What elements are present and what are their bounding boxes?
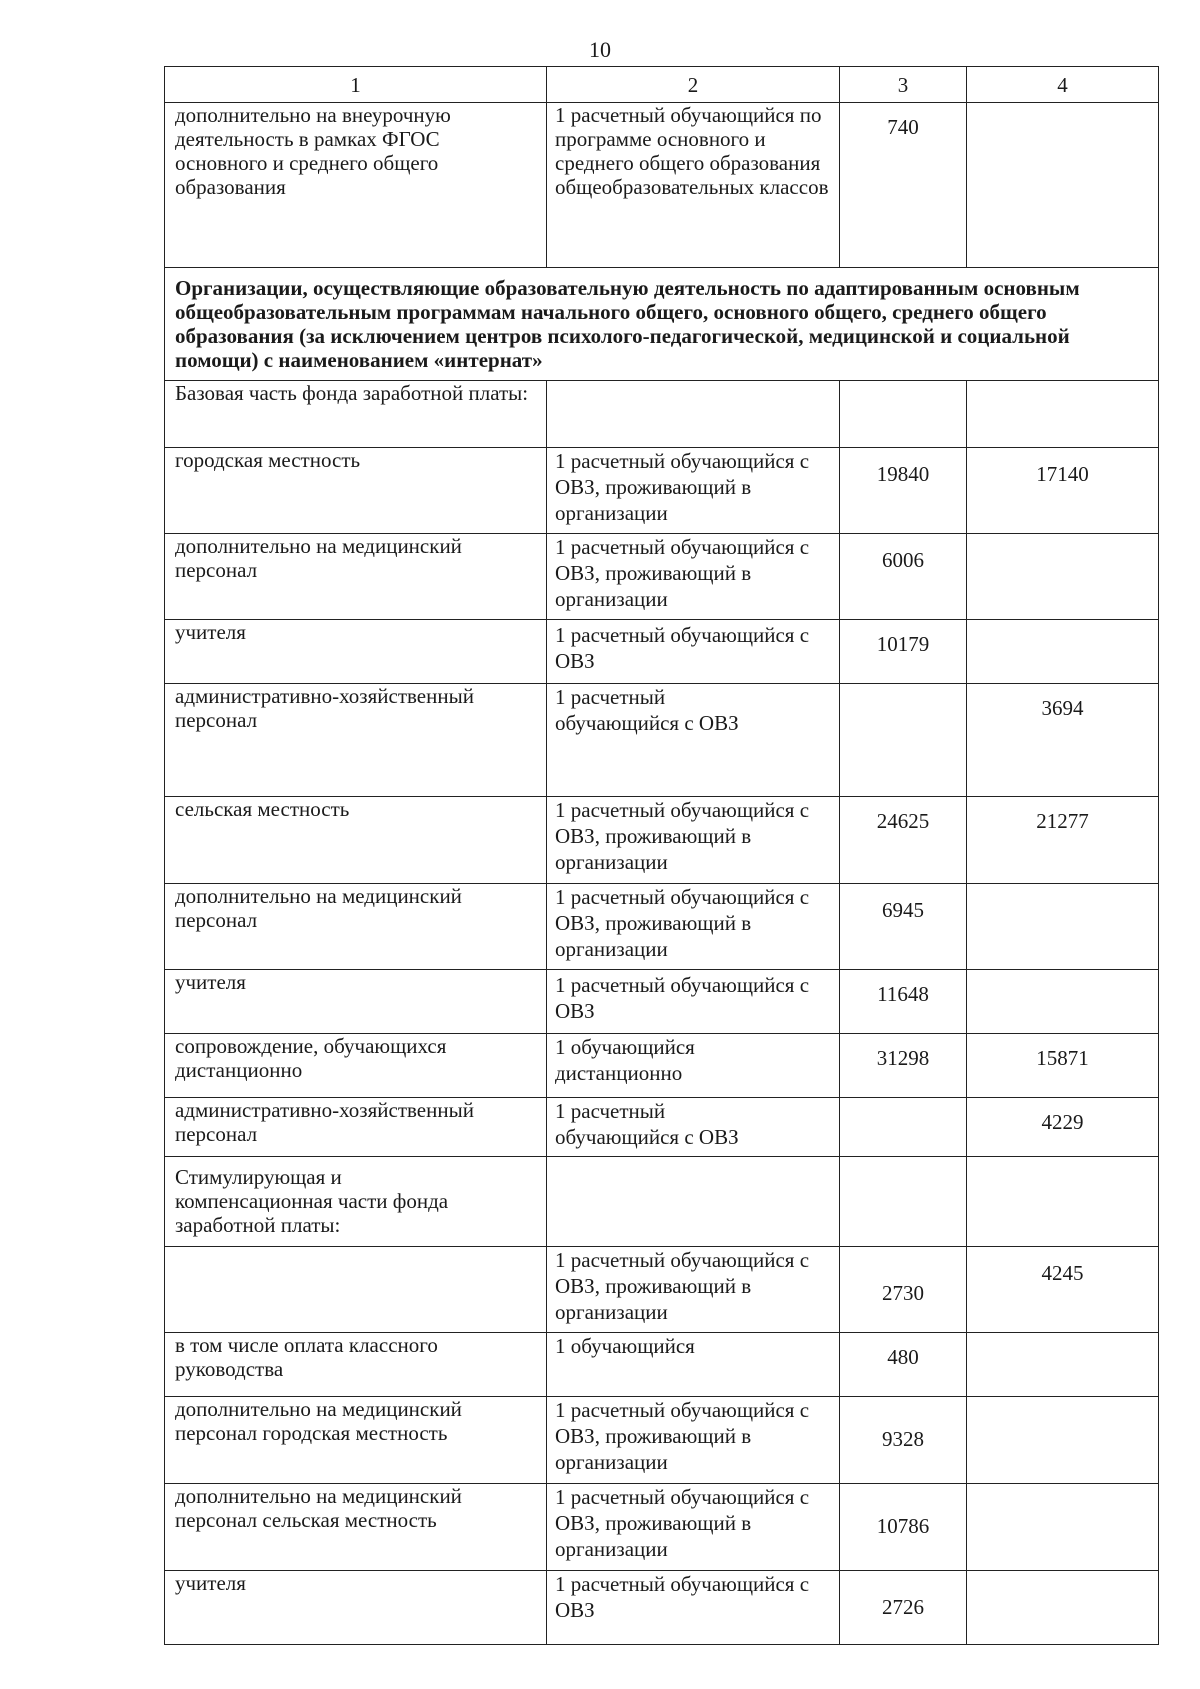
row-value-col4 <box>967 381 1159 448</box>
row-value-col4: 3694 <box>967 684 1159 797</box>
table-row <box>165 1397 1159 1484</box>
row-unit <box>547 381 840 448</box>
page-number: 10 <box>589 37 611 62</box>
row-unit: 1 расчетный обучающийся с ОВЗ <box>547 620 840 684</box>
row-description: дополнительно на медицинский персонал <box>165 884 547 970</box>
row-unit: 1 расчетный обучающийся с ОВЗ, проживающий в организации <box>547 797 840 884</box>
table-row <box>165 1098 1159 1157</box>
column-header-4: 4 <box>967 67 1159 103</box>
row-unit: 1 расчетный обучающийся с ОВЗ <box>547 1571 840 1645</box>
row-value-col3: 6945 <box>840 884 967 970</box>
table-row <box>165 448 1159 534</box>
row-unit: 1 обучающийся дистанционно <box>547 1034 840 1098</box>
row-value-col3 <box>840 1157 967 1247</box>
row-value-col4 <box>967 1397 1159 1484</box>
row-value-col4: 21277 <box>967 797 1159 884</box>
row-value-col3 <box>840 684 967 797</box>
row-value-col3: 19840 <box>840 448 967 534</box>
row-description: сельская местность <box>165 797 547 884</box>
row-unit: 1 расчетный обучающийся с ОВЗ <box>547 1098 840 1157</box>
row-value-col4 <box>967 103 1159 268</box>
row-unit: 1 расчетный обучающийся с ОВЗ, проживающий в организации <box>547 448 840 534</box>
row-unit <box>547 1157 840 1247</box>
table-row <box>165 1247 1159 1333</box>
column-header-3: 3 <box>840 67 967 103</box>
table-row <box>165 970 1159 1034</box>
row-value-col3: 2730 <box>840 1247 967 1333</box>
row-value-col4 <box>967 1157 1159 1247</box>
table-row <box>165 534 1159 620</box>
row-value-col4 <box>967 534 1159 620</box>
table-row <box>165 797 1159 884</box>
row-unit: 1 обучающийся <box>547 1333 840 1397</box>
row-description: административно-хозяйственный персонал <box>165 684 547 797</box>
row-description: дополнительно на медицинский персонал городская местность <box>165 1397 547 1484</box>
row-description: учителя <box>165 620 547 684</box>
row-unit: 1 расчетный обучающийся с ОВЗ, проживающий в организации <box>547 1397 840 1484</box>
column-header-1: 1 <box>165 67 547 103</box>
row-value-col3: 2726 <box>840 1571 967 1645</box>
row-description: административно-хозяйственный персонал <box>165 1098 547 1157</box>
row-unit: 1 расчетный обучающийся с ОВЗ, проживающий в организации <box>547 884 840 970</box>
row-value-col3: 31298 <box>840 1034 967 1098</box>
row-unit: 1 расчетный обучающийся с ОВЗ, проживающий в организации <box>547 1247 840 1333</box>
row-description: дополнительно на медицинский персонал <box>165 534 547 620</box>
table-row <box>165 884 1159 970</box>
row-value-col4: 4229 <box>967 1098 1159 1157</box>
table-row <box>165 684 1159 797</box>
row-value-col4 <box>967 620 1159 684</box>
row-unit: 1 расчетный обучающийся с ОВЗ, проживающий в организации <box>547 1484 840 1571</box>
table-row <box>165 103 1159 268</box>
row-unit: 1 расчетный обучающийся с ОВЗ, проживающий в организации <box>547 534 840 620</box>
row-description: учителя <box>165 1571 547 1645</box>
table-row <box>165 381 1159 448</box>
table-row <box>165 1034 1159 1098</box>
row-value-col4 <box>967 1571 1159 1645</box>
row-value-col3: 6006 <box>840 534 967 620</box>
row-value-col3: 740 <box>840 103 967 268</box>
row-value-col3: 10179 <box>840 620 967 684</box>
row-value-col4 <box>967 970 1159 1034</box>
row-value-col3: 24625 <box>840 797 967 884</box>
funding-table <box>164 66 1159 1645</box>
row-description: Базовая часть фонда заработной платы: <box>165 381 547 448</box>
section-heading-row <box>165 268 1159 381</box>
row-description: сопровождение, обучающихся дистанционно <box>165 1034 547 1098</box>
row-unit: 1 расчетный обучающийся с ОВЗ <box>547 684 840 797</box>
row-value-col4 <box>967 884 1159 970</box>
row-value-col4 <box>967 1333 1159 1397</box>
row-value-col3: 10786 <box>840 1484 967 1571</box>
table-row <box>165 1571 1159 1645</box>
row-unit: 1 расчетный обучающийся по программе основного и среднего общего образования общеобразовательных классов <box>547 103 840 268</box>
row-unit: 1 расчетный обучающийся с ОВЗ <box>547 970 840 1034</box>
row-value-col4: 15871 <box>967 1034 1159 1098</box>
row-description: дополнительно на медицинский персонал сельская местность <box>165 1484 547 1571</box>
row-description: в том числе оплата классного руководства <box>165 1333 547 1397</box>
row-value-col4: 17140 <box>967 448 1159 534</box>
section-heading: Организации, осуществляющие образовательную деятельность по адаптированным основным общеобразовательным программам начального общего, основного общего, среднего общего образования (за исключением центров психолого-педагогической, медицинской и социальной помощи) с наименованием «интернат» <box>165 268 1159 381</box>
row-description: Стимулирующая и компенсационная части фонда заработной платы: <box>165 1157 547 1247</box>
table-row <box>165 1484 1159 1571</box>
row-value-col4 <box>967 1484 1159 1571</box>
row-value-col3 <box>840 1098 967 1157</box>
column-header-2: 2 <box>547 67 840 103</box>
row-description <box>165 1247 547 1333</box>
row-value-col3: 480 <box>840 1333 967 1397</box>
table-row <box>165 620 1159 684</box>
row-value-col3: 11648 <box>840 970 967 1034</box>
row-description: городская местность <box>165 448 547 534</box>
row-description: дополнительно на внеурочную деятельность в рамках ФГОС основного и среднего общего образования <box>165 103 547 268</box>
table-row <box>165 1157 1159 1247</box>
row-value-col3 <box>840 381 967 448</box>
row-value-col4: 4245 <box>967 1247 1159 1333</box>
row-value-col3: 9328 <box>840 1397 967 1484</box>
row-description: учителя <box>165 970 547 1034</box>
table-row <box>165 1333 1159 1397</box>
table-header-row <box>165 67 1159 103</box>
